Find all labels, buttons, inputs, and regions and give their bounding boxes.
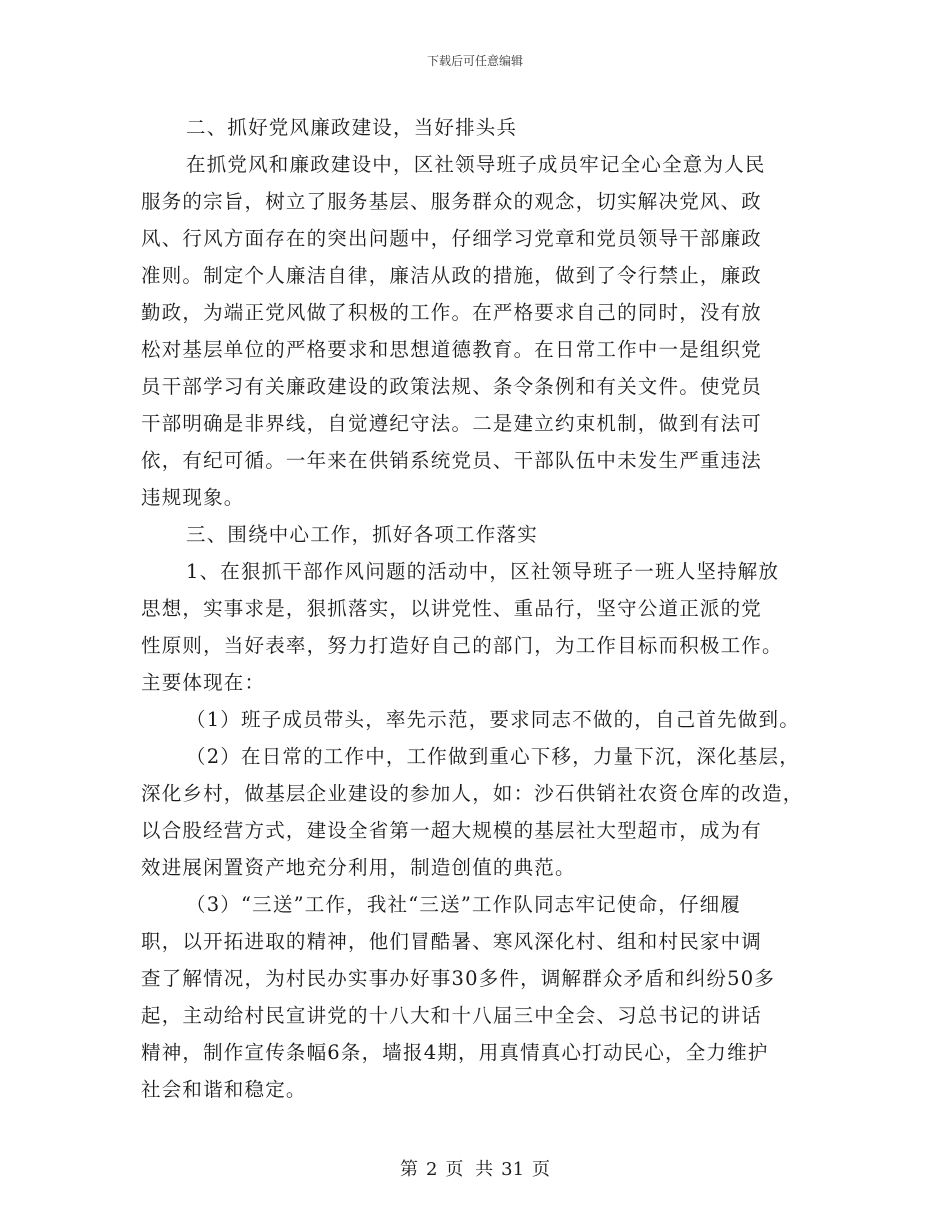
paragraph-line: 干部明确是非界线，自觉遵纪守法。二是建立约束机制，做到有法可 (141, 412, 763, 435)
list-item: （2）在日常的工作中，工作做到重心下移，力量下沉，深化基层， (186, 745, 800, 768)
paragraph-line: 在抓党风和廉政建设中，区社领导班子成员牢记全心全意为人民 (186, 153, 766, 176)
paragraph-line: 依，有纪可循。一年来在供销系统党员、干部队伍中未发生严重违法 (141, 449, 763, 472)
paragraph-line: 职，以开拓进取的精神，他们冒酷暑、寒风深化村、组和村民家中调 (141, 930, 763, 953)
paragraph-line: 思想，实事求是，狠抓落实，以讲党性、重品行，坚守公道正派的党 (141, 597, 763, 620)
paragraph-line: 深化乡村，做基层企业建设的参加人，如：沙石供销社农资仓库的改造， (141, 782, 804, 805)
paragraph-line: 违规现象。 (141, 486, 245, 509)
list-item: （3）“三送”工作，我社“三送”工作队同志牢记使命，仔细履 (186, 893, 742, 916)
total-pages: 31 (501, 1159, 525, 1180)
paragraph-line: 性原则，当好表率，努力打造好自己的部门，为工作目标而积极工作。 (141, 634, 783, 657)
paragraph-line: 起，主动给村民宣讲党的十八大和十八届三中全会、习总书记的讲话 (141, 1004, 763, 1027)
paragraph-line: 效进展闲置资产地充分利用，制造创值的典范。 (141, 856, 576, 879)
paragraph-line: 1、在狠抓干部作风问题的活动中，区社领导班子一班人坚持解放 (186, 560, 780, 583)
paragraph-line: 准则。制定个人廉洁自律，廉洁从政的措施，做到了令行禁止，廉政 (141, 264, 763, 287)
paragraph-line: 以合股经营方式，建设全省第一超大规模的基层社大型超市，成为有 (141, 819, 763, 842)
page-number: 2 (425, 1159, 438, 1180)
section-heading: 二、抓好党风廉政建设，当好排头兵 (186, 116, 518, 139)
paragraph-line: 勤政，为端正党风做了积极的工作。在严格要求自己的同时，没有放 (141, 301, 763, 324)
paragraph-line: 风、行风方面存在的突出问题中，仔细学习党章和党员领导干部廉政 (141, 227, 763, 250)
paragraph-line: 松对基层单位的严格要求和思想道德教育。在日常工作中一是组织党 (141, 338, 763, 361)
paragraph-line: 员干部学习有关廉政建设的政策法规、条令条例和有关文件。使党员 (141, 375, 763, 398)
section-heading: 三、围绕中心工作，抓好各项工作落实 (186, 523, 538, 546)
list-item: （1）班子成员带头，率先示范，要求同志不做的，自己首先做到。 (186, 708, 800, 731)
footer-prefix: 第 (399, 1159, 418, 1180)
paragraph-line: 服务的宗旨，树立了服务基层、服务群众的观念，切实解决党风、政 (141, 190, 763, 213)
page-header: 下载后可任意编辑 (426, 54, 523, 68)
page-footer (0, 1155, 950, 1181)
paragraph-line: 主要体现在： (141, 671, 266, 694)
paragraph-line: 查了解情况，为村民办实事办好事30多件，调解群众矛盾和纠纷50多 (141, 967, 776, 990)
paragraph-line: 精神，制作宣传条幅6条，墙报4期，用真情真心打动民心，全力维护 (141, 1041, 769, 1064)
footer-suffix: 页 (532, 1159, 551, 1180)
paragraph-line: 社会和谐和稳定。 (141, 1078, 307, 1101)
footer-mid: 页 共 (445, 1159, 494, 1180)
